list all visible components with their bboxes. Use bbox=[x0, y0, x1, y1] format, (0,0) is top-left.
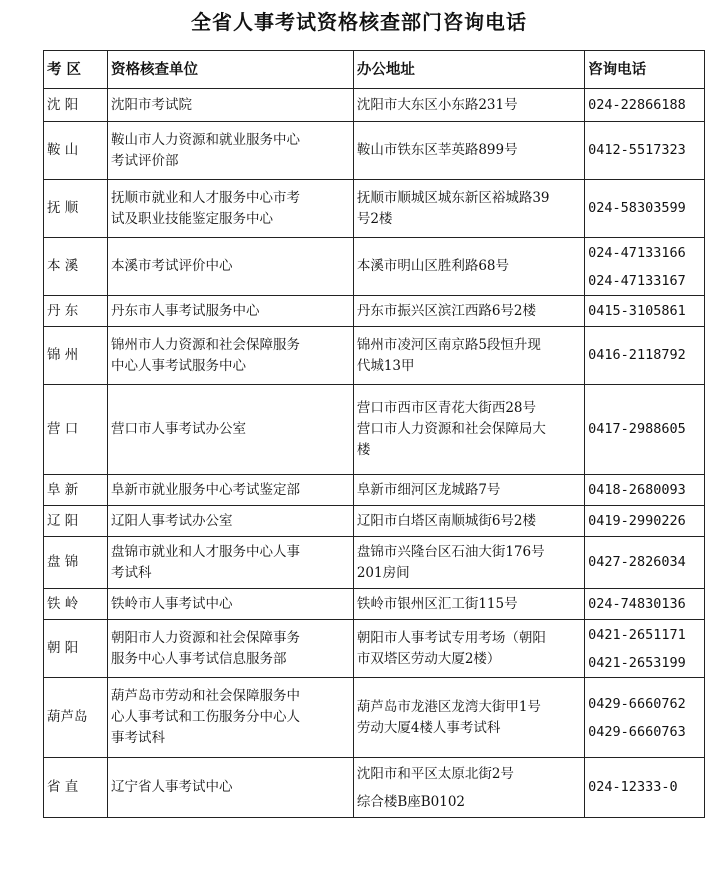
cell-unit-line: 考试评价部 bbox=[111, 152, 179, 169]
cell-unit-line: 鞍山市人力资源和就业服务中心 bbox=[111, 131, 301, 148]
table-row bbox=[44, 678, 705, 758]
cell-phone-line: 024-22866188 bbox=[588, 96, 686, 113]
cell-phone bbox=[585, 506, 705, 537]
cell-phone bbox=[585, 475, 705, 506]
cell-address-line: 沈阳市和平区太原北街2号 bbox=[356, 765, 514, 782]
cell-unit bbox=[108, 327, 354, 385]
cell-area: 本 溪 bbox=[44, 238, 108, 296]
cell-unit-line: 盘锦市就业和人才服务中心人事 bbox=[111, 543, 301, 560]
cell-address-line: 沈阳市大东区小东路231号 bbox=[356, 96, 518, 113]
cell-phone bbox=[585, 89, 705, 122]
cell-address-line: 锦州市凌河区南京路5段恒升现 bbox=[356, 336, 541, 353]
cell-unit bbox=[108, 537, 354, 589]
cell-unit-line: 考试科 bbox=[111, 564, 152, 581]
cell-unit-line: 铁岭市人事考试中心 bbox=[111, 595, 233, 612]
cell-unit-line: 抚顺市就业和人才服务中心市考 bbox=[111, 189, 301, 206]
cell-phone bbox=[585, 620, 705, 678]
cell-unit-line: 阜新市就业服务中心考试鉴定部 bbox=[111, 481, 301, 498]
cell-unit bbox=[108, 89, 354, 122]
cell-phone-line: 0419-2990226 bbox=[588, 512, 686, 529]
cell-address bbox=[353, 89, 584, 122]
cell-address-line: 劳动大厦4楼人事考试科 bbox=[356, 719, 501, 736]
table-row bbox=[44, 327, 705, 385]
cell-area: 锦 州 bbox=[44, 327, 108, 385]
cell-phone-line: 0429-6660762 bbox=[588, 695, 686, 712]
table-header-row bbox=[44, 51, 705, 89]
contact-table bbox=[43, 50, 705, 818]
table-row bbox=[44, 180, 705, 238]
table-row bbox=[44, 385, 705, 475]
cell-phone bbox=[585, 238, 705, 296]
cell-address bbox=[353, 180, 584, 238]
cell-unit-line: 朝阳市人力资源和社会保障事务 bbox=[111, 629, 301, 646]
header-area: 考 区 bbox=[44, 51, 108, 89]
table-row bbox=[44, 296, 705, 327]
cell-phone-line: 0421-2651171 bbox=[588, 626, 686, 643]
cell-address-line: 本溪市明山区胜利路68号 bbox=[356, 258, 510, 274]
cell-area: 沈 阳 bbox=[44, 89, 108, 122]
cell-unit-line: 辽阳人事考试办公室 bbox=[111, 512, 233, 529]
table-row bbox=[44, 589, 705, 620]
cell-area: 辽 阳 bbox=[44, 506, 108, 537]
cell-unit-line: 锦州市人力资源和社会保障服务 bbox=[111, 336, 301, 353]
cell-address bbox=[353, 238, 584, 296]
cell-address bbox=[353, 506, 584, 537]
cell-unit-line: 丹东市人事考试服务中心 bbox=[111, 302, 260, 319]
cell-unit bbox=[108, 238, 354, 296]
cell-address-line: 营口市人力资源和社会保障局大 bbox=[356, 421, 546, 437]
cell-phone-line: 0418-2680093 bbox=[588, 481, 686, 498]
table-row bbox=[44, 620, 705, 678]
page-title: 全省人事考试资格核查部门咨询电话 bbox=[191, 10, 527, 34]
header-phone: 咨询电话 bbox=[585, 51, 705, 89]
cell-unit-line: 葫芦岛市劳动和社会保障服务中 bbox=[111, 688, 301, 704]
cell-phone-line: 024-58303599 bbox=[588, 200, 686, 216]
cell-phone bbox=[585, 122, 705, 180]
header-unit: 资格核查单位 bbox=[108, 51, 354, 89]
cell-area: 朝 阳 bbox=[44, 620, 108, 678]
cell-address-line: 盘锦市兴隆台区石油大街176号 bbox=[356, 543, 545, 560]
cell-address-line: 丹东市振兴区滨江西路6号2楼 bbox=[356, 302, 537, 319]
cell-phone bbox=[585, 589, 705, 620]
table-row bbox=[44, 122, 705, 180]
cell-address bbox=[353, 122, 584, 180]
cell-unit bbox=[108, 122, 354, 180]
cell-address-line: 朝阳市人事考试专用考场（朝阳 bbox=[356, 629, 546, 646]
cell-unit bbox=[108, 385, 354, 475]
cell-phone-line: 0427-2826034 bbox=[588, 554, 686, 570]
table-row bbox=[44, 506, 705, 537]
cell-phone-line: 0417-2988605 bbox=[588, 421, 686, 437]
cell-phone bbox=[585, 678, 705, 758]
cell-address-line: 楼 bbox=[356, 442, 371, 458]
cell-unit bbox=[108, 589, 354, 620]
cell-unit bbox=[108, 296, 354, 327]
cell-address bbox=[353, 327, 584, 385]
cell-unit bbox=[108, 180, 354, 238]
table-row bbox=[44, 758, 705, 818]
cell-address-line: 营口市西市区青花大街西28号 bbox=[356, 400, 537, 416]
cell-address-line: 抚顺市顺城区城东新区裕城路39 bbox=[356, 189, 550, 206]
cell-phone bbox=[585, 327, 705, 385]
cell-address-line: 葫芦岛市龙港区龙湾大街甲1号 bbox=[356, 698, 541, 715]
cell-phone-line: 0421-2653199 bbox=[588, 654, 686, 671]
cell-area: 盘 锦 bbox=[44, 537, 108, 589]
cell-area: 省 直 bbox=[44, 758, 108, 818]
cell-area: 鞍 山 bbox=[44, 122, 108, 180]
cell-address-line: 201房间 bbox=[356, 564, 410, 581]
cell-area: 阜 新 bbox=[44, 475, 108, 506]
cell-address bbox=[353, 537, 584, 589]
header-address: 办公地址 bbox=[353, 51, 584, 89]
table-row bbox=[44, 238, 705, 296]
cell-unit-line: 试及职业技能鉴定服务中心 bbox=[111, 210, 274, 227]
cell-address-line: 铁岭市银州区汇工街115号 bbox=[356, 595, 518, 612]
cell-unit bbox=[108, 678, 354, 758]
cell-unit bbox=[108, 475, 354, 506]
cell-phone-line: 0415-3105861 bbox=[588, 302, 686, 319]
cell-address bbox=[353, 620, 584, 678]
cell-address bbox=[353, 589, 584, 620]
cell-phone bbox=[585, 180, 705, 238]
cell-address bbox=[353, 385, 584, 475]
cell-area: 葫芦岛 bbox=[44, 678, 108, 758]
cell-unit-line: 辽宁省人事考试中心 bbox=[111, 779, 233, 795]
table-body bbox=[44, 89, 705, 818]
cell-unit bbox=[108, 620, 354, 678]
cell-address-line: 阜新市细河区龙城路7号 bbox=[356, 481, 501, 498]
cell-address bbox=[353, 678, 584, 758]
cell-area: 丹 东 bbox=[44, 296, 108, 327]
cell-address bbox=[353, 475, 584, 506]
cell-unit-line: 事考试科 bbox=[111, 730, 166, 746]
cell-unit-line: 心人事考试和工伤服务分中心人 bbox=[111, 709, 301, 725]
cell-phone bbox=[585, 296, 705, 327]
cell-phone-line: 0412-5517323 bbox=[588, 142, 686, 158]
cell-unit-line: 服务中心人事考试信息服务部 bbox=[111, 650, 287, 667]
cell-address-line: 综合楼B座B0102 bbox=[356, 793, 466, 810]
cell-unit-line: 营口市人事考试办公室 bbox=[111, 421, 247, 437]
cell-area: 抚 顺 bbox=[44, 180, 108, 238]
cell-unit-line: 中心人事考试服务中心 bbox=[111, 357, 247, 374]
cell-phone bbox=[585, 385, 705, 475]
cell-phone-line: 0416-2118792 bbox=[588, 347, 686, 363]
cell-unit-line: 本溪市考试评价中心 bbox=[111, 258, 233, 274]
cell-phone-line: 0429-6660763 bbox=[588, 723, 686, 740]
cell-area: 铁 岭 bbox=[44, 589, 108, 620]
cell-unit bbox=[108, 506, 354, 537]
cell-area: 营 口 bbox=[44, 385, 108, 475]
cell-address bbox=[353, 296, 584, 327]
cell-address-line: 市双塔区劳动大厦2楼） bbox=[356, 650, 501, 667]
cell-phone-line: 024-74830136 bbox=[588, 595, 686, 612]
cell-address-line: 辽阳市白塔区南顺城街6号2楼 bbox=[356, 512, 537, 529]
cell-unit-line: 沈阳市考试院 bbox=[111, 96, 193, 113]
cell-phone-line: 024-47133167 bbox=[588, 272, 686, 289]
cell-phone bbox=[585, 537, 705, 589]
cell-address-line: 号2楼 bbox=[356, 210, 393, 227]
cell-address-line: 鞍山市铁东区莘英路899号 bbox=[356, 142, 518, 158]
table-row bbox=[44, 537, 705, 589]
cell-unit bbox=[108, 758, 354, 818]
table-row bbox=[44, 89, 705, 122]
table-row bbox=[44, 475, 705, 506]
cell-address-line: 代城13甲 bbox=[356, 357, 415, 374]
cell-address bbox=[353, 758, 584, 818]
cell-phone-line: 024-12333-0 bbox=[588, 779, 678, 795]
cell-phone-line: 024-47133166 bbox=[588, 244, 686, 261]
cell-phone bbox=[585, 758, 705, 818]
